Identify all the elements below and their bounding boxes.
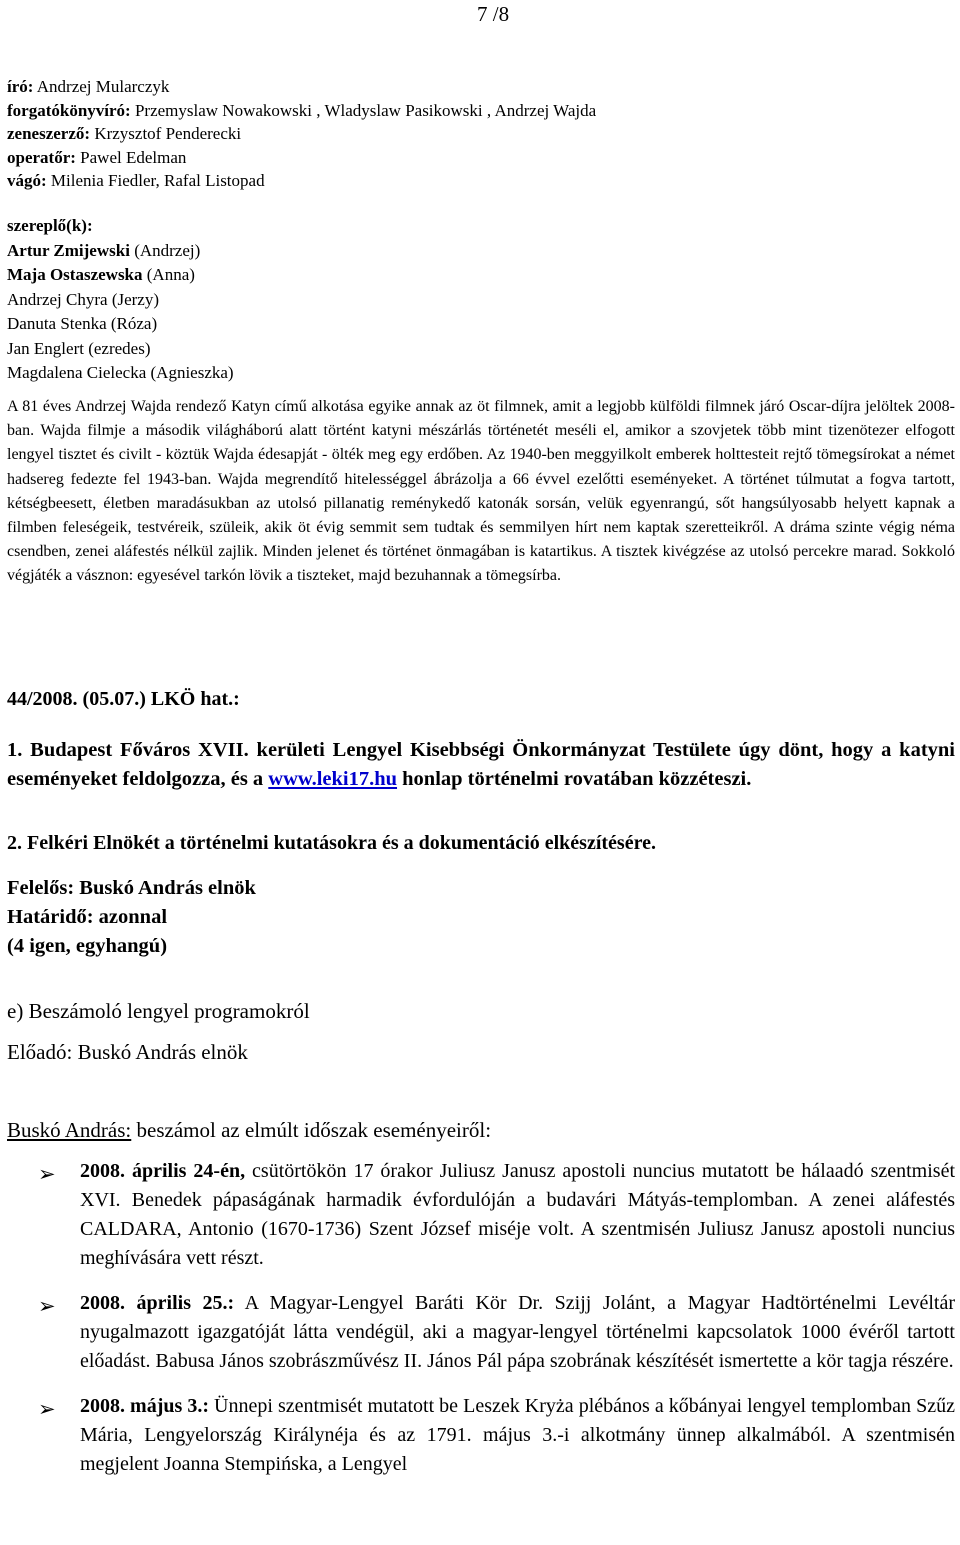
credit-screenwriter: [7, 99, 596, 123]
cast-heading: szereplő(k):: [7, 216, 93, 235]
section-heading: e) Beszámoló lengyel programokról: [7, 999, 310, 1023]
arrow-bullet-icon: ➢: [38, 1397, 56, 1421]
report-intro: Buskó András: beszámol az elmúlt időszak eseményeiről:: [7, 1118, 492, 1142]
credit-label: forgatókönyvíró:: [7, 100, 131, 120]
credit-composer: [7, 122, 596, 146]
cast-member: Andrzej Chyra (Jerzy): [7, 289, 160, 309]
page-number: 7 /8: [477, 2, 510, 26]
film-credits: [7, 75, 596, 193]
credit-value: Przemyslaw Nowakowski , Wladyslaw Pasikowski , Andrzej Wajda: [134, 100, 597, 120]
credit-value: Milenia Fiedler, Rafal Listopad: [50, 171, 265, 190]
cast-member: Danuta Stenka (Róza): [7, 314, 158, 333]
credit-label: zeneszerző:: [7, 124, 91, 143]
credit-label: operatőr:: [7, 147, 76, 167]
cast-member: Magdalena Cielecka (Agnieszka): [7, 363, 234, 382]
cast-member: Maja Ostaszewska (Anna): [7, 265, 195, 284]
decision-item-1: 1. Budapest Főváros XVII. kerületi Lengyel Kisebbségi Önkormányzat Testülete úgy dönt, hogy a katyni eseményeket feldolgozza, és a www.leki17.hu honlap történelmi rovatában közzéteszi.: [7, 739, 955, 790]
film-description: A 81 éves Andrzej Wajda rendező Katyn című alkotása egyike annak az öt filmnek, amit a legjobb külföldi filmnek járó Oscar-díjra jelöltek 2008-ban. Wajda filmje a második világháború alatt történt katyni mészárlás történetét meséli el, amikor a szovjetek több mint tizenötezer elfogott lengyel tisztet és civilt - köztük Wajda édesapját - ölték meg egy erdőben. Az 1940-ben meggyilkolt emberek holttesteit rejtő tömegsírokat a német hadsereg fedezte fel 1943-ban. Wajda megrendítő hitelességgel ábrázolja a 66 évvel ezelőtti eseményeket. A történet túlmutat a fogva tartott, kétségbeesett, életben maradásukban az utolsó pillanatig reménykedő katonák sorsán, velük egyenrangú, sőt hangsúlyosabb helyett kapnak a filmben feleségeik, testvéreik, szüleik, akik öt évig semmit sem tudtak és semmilyen hírt nem kaptak szeretteikről. A dráma szinte végig néma csendben, zenei aláfestés nélkül zajlik. Minden jelenet és történet önmagában is katartikus. A tisztek kivégzése az utolsó percekre marad. Sokkoló végjáték a vásznon: egyesével tarkón lövik a tiszteket, majd bezuhannak a tömegsírba.: [7, 398, 955, 585]
presenter-line: Előadó: Buskó András elnök: [7, 1040, 248, 1064]
decision-item-2: 2. Felkéri Elnökét a történelmi kutatásokra és a dokumentáció elkészítésére.: [7, 832, 656, 854]
list-item: ➢ 2008. április 25.: A Magyar-Lengyel Baráti Kör Dr. Szijj Jolánt, a Magyar Hadtörténelmi Levéltár nyugalmazott igazgatóját látta vendégül, aki a magyar-lengyel történelmi kapcsolatok 1000 évéről tartott előadást. Babusa János szobrászművész II. János Pál pápa szobrának készítését ismertette a kör tagja részére.: [38, 1292, 955, 1372]
cast-list: [7, 214, 234, 386]
decision-meta: [7, 874, 256, 961]
list-item: ➢ 2008. május 3.: Ünnepi szentmisét mutatott be Leszek Kryża plébános a kőbányai lengyel templomban Szűz Mária, Lengyelország Királynéja és az 1791. május 3.-i alkotmány ünnep alkalmából. A szentmisén megjelent Joanna Stempińska, a Lengyel: [38, 1395, 955, 1475]
cast-member: Artur Zmijewski (Andrzej): [7, 240, 201, 260]
decision-deadline: Határidő: azonnal: [7, 906, 168, 928]
cast-member: Jan Englert (ezredes): [7, 338, 151, 358]
report-list: [38, 1157, 956, 1495]
credit-editor: [7, 169, 596, 193]
credit-value: Krzysztof Penderecki: [94, 124, 242, 143]
credit-cinematographer: [7, 146, 596, 170]
decision-heading: 44/2008. (05.07.) LKÖ hat.:: [7, 688, 240, 710]
list-item: ➢ 2008. április 24-én, csütörtökön 17 órakor Juliusz Janusz apostoli nuncius mutatott be hálaadó szentmisét XVI. Benedek pápaságának harmadik évfordulóján a budavári Mátyás-templomban. A zenei aláfestés CALDARA, Antonio (1670-1736) Szent József miséje volt. A szentmisén Juliusz Janusz apostoli nuncius meghívására vett részt.: [38, 1160, 956, 1269]
arrow-bullet-icon: ➢: [38, 1162, 56, 1186]
credit-value: Andrzej Mularczyk: [36, 77, 170, 96]
speaker-name: Buskó András:: [7, 1118, 132, 1142]
credit-writer: [7, 75, 596, 99]
credit-value: Pawel Edelman: [80, 147, 187, 167]
decision-vote: (4 igen, egyhangú): [7, 935, 168, 957]
website-link[interactable]: www.leki17.hu: [268, 767, 398, 790]
arrow-bullet-icon: ➢: [38, 1294, 56, 1318]
credit-label: író:: [7, 77, 34, 96]
credit-label: vágó:: [7, 171, 47, 190]
decision-responsible: Felelős: Buskó András elnök: [7, 877, 256, 899]
